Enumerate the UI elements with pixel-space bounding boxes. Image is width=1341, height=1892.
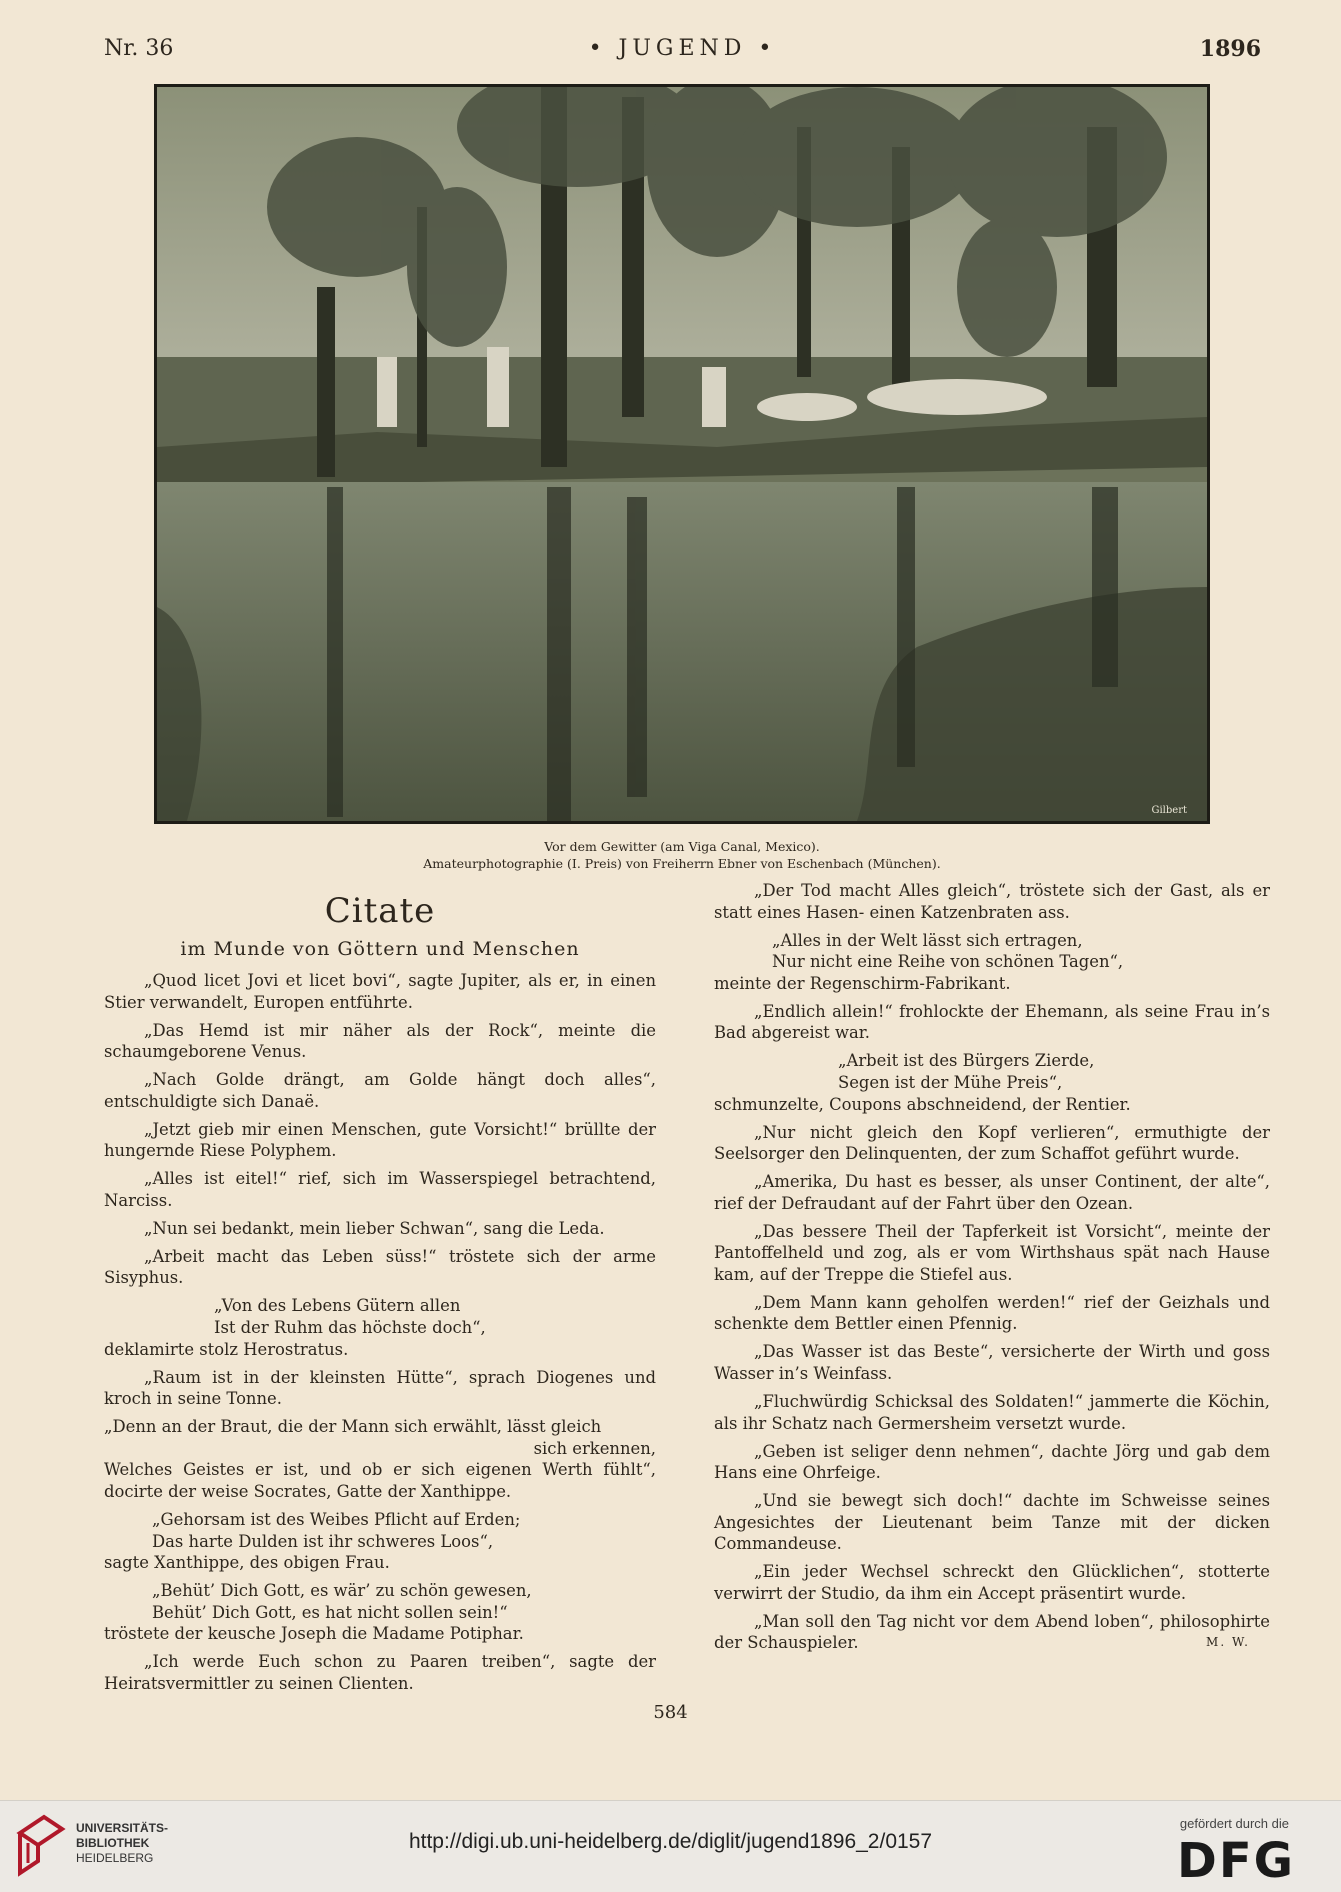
verse-line: Nur nicht eine Reihe von schönen Tagen“, — [772, 952, 1124, 972]
quote-heiratsvermittler: „Ich werde Euch schon zu Paaren treiben“, sagte der Heiratsvermittler zu seinen Clienten. — [104, 1652, 656, 1693]
magazine-title: • JUGEND • — [588, 36, 777, 61]
photo-caption — [154, 838, 1210, 872]
quote-jupiter: „Quod licet Jovi et licet bovi“, sagte Jupiter, als er, in einen Stier verwandelt, Europen entführte. — [104, 971, 656, 1012]
library-line: HEIDELBERG — [76, 1851, 154, 1865]
verse-line: „Gehorsam ist des Weibes Pflicht auf Erden; — [152, 1509, 521, 1529]
photo-illustration — [157, 87, 1207, 821]
quote-defraudant: „Amerika, Du hast es besser, als unser Continent, der alte“, rief der Defraudant auf der Fahrt über den Ozean. — [714, 1172, 1270, 1213]
photo-signature: Gilbert — [1151, 805, 1187, 816]
quote-lieutenant: „Und sie bewegt sich doch!“ dachte im Schweisse seines Angesichtes der Lieutenant beim Tanze mit der dicken Commandeuse. — [714, 1491, 1270, 1554]
article-subtitle: im Munde von Göttern und Menschen — [180, 938, 580, 960]
quote-sisyphus: „Arbeit macht das Leben süss!“ tröstete sich der arme Sisyphus. — [104, 1246, 656, 1288]
verse-joseph — [104, 1580, 656, 1623]
quote-ehemann: „Endlich allein!“ frohlockte der Ehemann, als seine Frau in’s Bad abgereist war. — [714, 1001, 1270, 1043]
quote-gast: „Der Tod macht Alles gleich“, tröstete sich der Gast, als er statt eines Hasen- einen Katzenbraten ass. — [714, 881, 1270, 922]
verse-line: Ist der Ruhm das höchste doch“, — [214, 1318, 486, 1338]
verse-line: „Von des Lebens Gütern allen — [214, 1296, 461, 1316]
quote-diogenes: „Raum ist in der kleinsten Hütte“, sprach Diogenes und kroch in seine Tonne. — [104, 1367, 656, 1409]
quote-studio: „Ein jeder Wechsel schreckt den Glücklichen“, stotterte verwirrt der Studio, da ihm ein Accept präsentirt wurde. — [714, 1562, 1270, 1603]
verse-line: „Behüt’ Dich Gott, es wär’ zu schön gewesen, — [152, 1581, 532, 1601]
verse-attribution: meinte der Regenschirm-Fabrikant. — [714, 973, 1011, 993]
quote-geizhals: „Dem Mann kann geholfen werden!“ rief der Geizhals und schenkte dem Bettler einen Pfennig. — [714, 1292, 1270, 1334]
page-number: 584 — [653, 1702, 688, 1723]
quote-schauspieler — [714, 1611, 1270, 1654]
quote-narciss: „Alles ist eitel!“ rief, sich im Wasserspiegel betrachtend, Narciss. — [104, 1169, 656, 1210]
library-line: UNIVERSITÄTS- — [76, 1821, 169, 1835]
quote-pantoffelheld: „Das bessere Theil der Tapferkeit ist Vorsicht“, meinte der Pantoffelheld und zog, als er vom Wirthshaus spät nach Hause kam, auf der Treppe die Stiefel aus. — [714, 1221, 1270, 1284]
quote-koechin: „Fluchwürdig Schicksal des Soldaten!“ jammerte die Köchin, als ihr Schatz nach Germersheim versetzt wurde. — [714, 1391, 1270, 1433]
quote-danae: „Nach Golde drängt, am Golde hängt doch alles“, entschuldigte sich Danaë. — [104, 1070, 656, 1111]
verse-attribution: deklamirte stolz Herostratus. — [104, 1339, 349, 1359]
article-column-right — [714, 880, 1270, 1660]
page-header — [104, 36, 1261, 70]
caption-credit: Amateurphotographie (I. Preis) von Freiherrn Ebner von Eschenbach (München). — [423, 856, 941, 871]
verse-attribution: tröstete der keusche Joseph die Madame Potiphar. — [104, 1624, 524, 1644]
quote-venus: „Das Hemd ist mir näher als der Rock“, meinte die schaumgeborene Venus. — [104, 1020, 656, 1062]
verse-rentier — [714, 1050, 1270, 1093]
author-signature: M. W. — [1206, 1635, 1250, 1650]
verse-line: Behüt’ Dich Gott, es hat nicht sollen sein!“ — [152, 1602, 508, 1622]
verse-attribution: sagte Xanthippe, des obigen Frau. — [104, 1553, 390, 1573]
permalink-url[interactable]: http://digi.ub.uni-heidelberg.de/diglit/jugend1896_2/0157 — [408, 1830, 933, 1853]
verse-attribution: schmunzelte, Coupons abschneidend, der Rentier. — [714, 1094, 1131, 1114]
library-line: BIBLIOTHEK — [76, 1836, 150, 1850]
digitization-footer — [0, 1800, 1341, 1892]
quote-wirth: „Das Wasser ist das Beste“, versicherte der Wirth und goss Wasser in’s Weinfass. — [714, 1342, 1270, 1383]
verse-line: „Arbeit ist des Bürgers Zierde, — [838, 1051, 1095, 1071]
quote-joerg: „Geben ist seliger denn nehmen“, dachte Jörg und gab dem Hans eine Ohrfeige. — [714, 1441, 1270, 1483]
verse-herostratus — [104, 1295, 656, 1338]
quote-polyphem: „Jetzt gieb mir einen Menschen, gute Vorsicht!“ brüllte der hungernde Riese Polyphem. — [104, 1119, 656, 1161]
verse-line: Das harte Dulden ist ihr schweres Loos“, — [152, 1531, 494, 1551]
quote-seelsorger: „Nur nicht gleich den Kopf verlieren“, ermuthigte der Seelsorger den Delinquenten, der zum Schaffot geführt wurde. — [714, 1122, 1270, 1164]
verse-line: „Alles in der Welt lässt sich ertragen, — [772, 930, 1083, 950]
dfg-logo: DFG — [1176, 1833, 1295, 1889]
issue-number: Nr. 36 — [104, 36, 174, 61]
article-column-left — [104, 880, 656, 1701]
funding-note: gefördert durch die — [1179, 1816, 1289, 1831]
caption-title: Vor dem Gewitter (am Viga Canal, Mexico). — [544, 839, 820, 854]
verse-regenschirm — [714, 930, 1270, 973]
verse-xanthippe — [104, 1509, 656, 1552]
article-title: Citate — [324, 891, 436, 931]
year: 1896 — [1199, 36, 1261, 62]
verse-line: Segen ist der Mühe Preis“, — [838, 1072, 1063, 1092]
quote-text: „Man soll den Tag nicht vor dem Abend loben“, philosophirte der Schauspieler. — [714, 1611, 1270, 1653]
canal-photograph — [154, 84, 1210, 824]
quote-leda: „Nun sei bedankt, mein lieber Schwan“, sang die Leda. — [144, 1218, 605, 1238]
quote-socrates-line2: sich erkennen, — [533, 1438, 656, 1458]
quote-socrates-line3: Welches Geistes er ist, und ob er sich eigenen Werth fühlt“, docirte der weise Socrates, Gatte der Xanthippe. — [104, 1460, 656, 1501]
quote-socrates-line1: „Denn an der Braut, die der Mann sich erwählt, lässt gleich — [104, 1417, 602, 1437]
